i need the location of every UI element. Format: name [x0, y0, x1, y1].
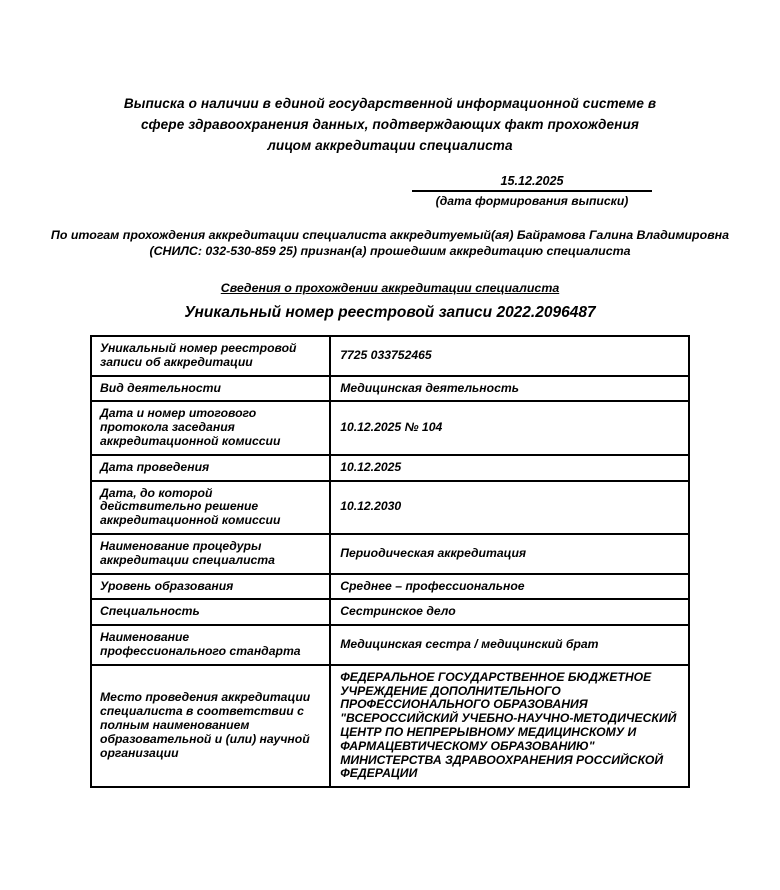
section-heading: Сведения о прохождении аккредитации специалиста [220, 281, 560, 295]
accreditation-table [90, 335, 690, 788]
table-row-date-held [91, 455, 689, 481]
row-value: ФЕДЕРАЛЬНОЕ ГОСУДАРСТВЕННОЕ БЮДЖЕТНОЕ УЧРЕЖДЕНИЕ ДОПОЛНИТЕЛЬНОГО ПРОФЕССИОНАЛЬНОГО ОБРАЗОВАНИЯ "ВСЕРОССИЙСКИЙ УЧЕБНО-НАУЧНО-МЕТОДИЧЕСКИЙ ЦЕНТР ПО НЕПРЕРЫВНОМУ МЕДИЦИНСКОМУ И ФАРМАЦЕВТИЧЕСКОМУ ОБРАЗОВАНИЮ" МИНИСТЕРСТВА ЗДРАВООХРАНЕНИЯ РОССИЙСКОЙ ФЕДЕРАЦИИ [330, 665, 689, 787]
record-number-heading: Уникальный номер реестровой записи 2022.2096487 [184, 304, 596, 321]
table-row-valid-until [91, 481, 689, 534]
row-label: Наименование профессионального стандарта [91, 625, 330, 665]
table-row-professional-standard [91, 625, 689, 665]
row-label: Место проведения аккредитации специалиста в соответствии с полным наименованием образовательной и (или) научной организации [91, 665, 330, 787]
issue-date-value: 15.12.2025 [412, 174, 652, 192]
row-label: Дата проведения [91, 455, 330, 481]
row-label: Дата и номер итогового протокола заседания аккредитационной комиссии [91, 401, 330, 454]
row-label: Дата, до которой действительно решение аккредитационной комиссии [91, 481, 330, 534]
intro-paragraph: По итогам прохождения аккредитации специалиста аккредитуемый(ая) Байрамова Галина Владимировна (СНИЛС: 032-530-859 25) признан(а) прошедшим аккредитацию специалиста [50, 228, 730, 258]
document-title: Выписка о наличии в единой государственной информационной системе в сфере здравоохранения данных, подтверждающих факт прохождения лицом аккредитации специалиста [123, 96, 657, 153]
table-row-procedure-name [91, 534, 689, 574]
row-value: Медицинская сестра / медицинский брат [330, 625, 689, 665]
table-row-registry-number [91, 336, 689, 376]
row-label: Наименование процедуры аккредитации специалиста [91, 534, 330, 574]
row-value: 10.12.2030 [330, 481, 689, 534]
row-value: Сестринское дело [330, 599, 689, 625]
table-row-specialty [91, 599, 689, 625]
row-value: Медицинская деятельность [330, 376, 689, 402]
row-value: 10.12.2025 [330, 455, 689, 481]
issue-date-caption: (дата формирования выписки) [435, 194, 629, 208]
row-label: Уникальный номер реестровой записи об аккредитации [91, 336, 330, 376]
row-value: Среднее – профессиональное [330, 574, 689, 600]
table-row-activity-type [91, 376, 689, 402]
issue-date-block [412, 174, 652, 208]
row-value: Периодическая аккредитация [330, 534, 689, 574]
row-value: 10.12.2025 № 104 [330, 401, 689, 454]
row-value: 7725 033752465 [330, 336, 689, 376]
table-row-protocol [91, 401, 689, 454]
row-label: Вид деятельности [91, 376, 330, 402]
table-row-accreditation-place [91, 665, 689, 787]
table-row-education-level [91, 574, 689, 600]
row-label: Уровень образования [91, 574, 330, 600]
row-label: Специальность [91, 599, 330, 625]
